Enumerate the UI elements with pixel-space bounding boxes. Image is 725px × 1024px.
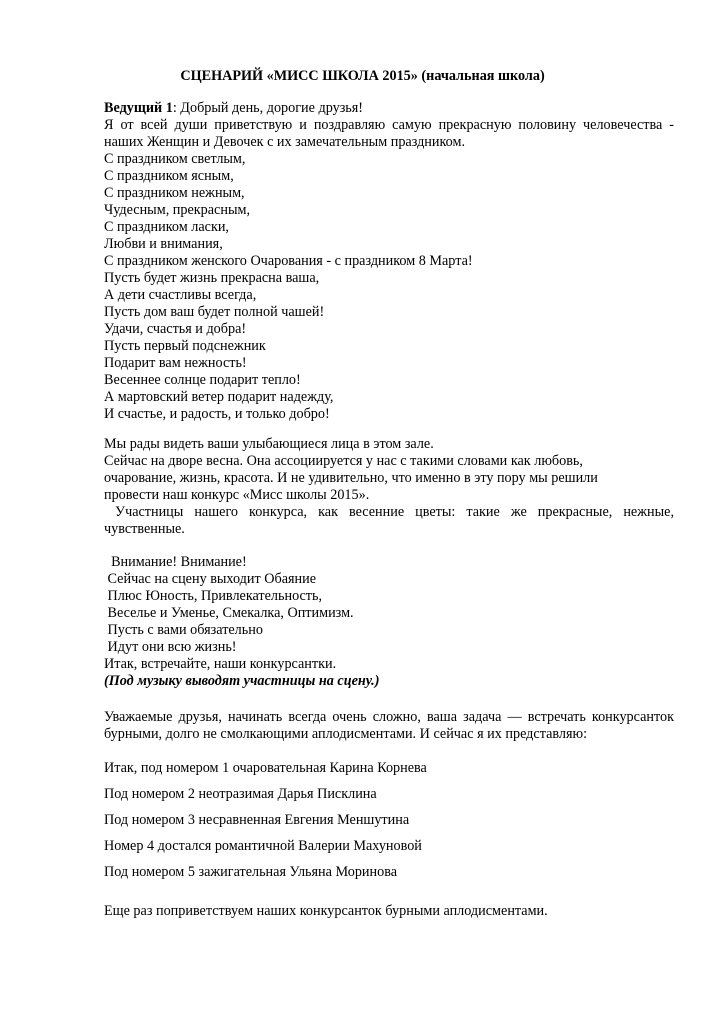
poem-1 bbox=[104, 151, 674, 423]
poem-1-line: Чудесным, прекрасным, bbox=[104, 202, 250, 218]
poem-1-line: Удачи, счастья и добра! bbox=[104, 321, 247, 337]
intro-line-2: наших Женщин и Девочек с их замечательным праздником. bbox=[104, 134, 465, 150]
paragraph-3-line-1: Участницы нашего конкурса, как весенние цветы: такие же прекрасные, нежные, bbox=[104, 504, 674, 520]
paragraph-4-line: бурными, долго не смолкающими аплодисментами. И сейчас я их представляю: bbox=[104, 726, 588, 742]
paragraph-2-line: очарование, жизнь, красота. И не удивительно, что именно в эту пору мы решили bbox=[104, 470, 598, 486]
closing-paragraph bbox=[104, 903, 674, 920]
poem-2-line: Пусть с вами обязательно bbox=[104, 622, 263, 638]
poem-1-line: С праздником ясным, bbox=[104, 168, 234, 184]
poem-1-line: Пусть дом ваш будет полной чашей! bbox=[104, 304, 325, 320]
contestant-item: Под номером 2 неотразимая Дарья Писклина bbox=[104, 786, 377, 802]
poem-1-line: Весеннее солнце подарит тепло! bbox=[104, 372, 301, 388]
speaker-label: Ведущий 1 bbox=[104, 100, 173, 116]
poem-1-line: И счастье, и радость, и только добро! bbox=[104, 406, 330, 422]
poem-2-line: Плюс Юность, Привлекательность, bbox=[104, 588, 323, 604]
poem-1-line: Подарит вам нежность! bbox=[104, 355, 247, 371]
paragraph-4 bbox=[104, 709, 674, 743]
greeting-text: : Добрый день, дорогие друзья! bbox=[172, 100, 364, 116]
contestant-item: Итак, под номером 1 очаровательная Карина Корнева bbox=[104, 760, 427, 776]
poem-1-line: С праздником ласки, bbox=[104, 219, 229, 235]
paragraph-4-line: Уважаемые друзья, начинать всегда очень сложно, ваша задача — встречать конкурсанток bbox=[104, 709, 674, 725]
intro-greeting-line bbox=[104, 100, 674, 117]
poem-1-line: Пусть первый подснежник bbox=[104, 338, 266, 354]
stage-direction: (Под музыку выводят участницы на сцену.) bbox=[104, 673, 380, 689]
poem-1-line: С праздником женского Очарования - с праздником 8 Марта! bbox=[104, 253, 473, 269]
contestant-list bbox=[104, 760, 674, 881]
poem-1-line: Пусть будет жизнь прекрасна ваша, bbox=[104, 270, 320, 286]
paragraph-2-line: Сейчас на дворе весна. Она ассоциируется у нас с такими словами как любовь, bbox=[104, 453, 583, 469]
poem-1-line: Любви и внимания, bbox=[104, 236, 223, 252]
intro-section bbox=[104, 100, 674, 151]
contestant-item: Номер 4 достался романтичной Валерии Махуновой bbox=[104, 838, 422, 854]
paragraph-3-line-2: чувственные. bbox=[104, 521, 185, 537]
meet-contestants-line: Итак, встречайте, наши конкурсантки. bbox=[104, 656, 337, 672]
contestant-item: Под номером 5 зажигательная Ульяна Моринова bbox=[104, 864, 398, 880]
poem-2-line: Внимание! Внимание! bbox=[104, 554, 247, 570]
paragraph-3 bbox=[104, 504, 674, 538]
contestant-item: Под номером 3 несравненная Евгения Меншутина bbox=[104, 812, 410, 828]
poem-2 bbox=[104, 554, 674, 690]
poem-2-line: Идут они всю жизнь! bbox=[104, 639, 237, 655]
poem-1-line: А мартовский ветер подарит надежду, bbox=[104, 389, 334, 405]
intro-line-1: Я от всей души приветствую и поздравляю самую прекрасную половину человечества - bbox=[104, 117, 674, 133]
page-title: СЦЕНАРИЙ «МИСС ШКОЛА 2015» (начальная школа) bbox=[180, 68, 545, 84]
paragraph-2 bbox=[104, 436, 674, 504]
poem-1-line: С праздником нежным, bbox=[104, 185, 245, 201]
closing-line: Еще раз поприветствуем наших конкурсанток бурными аплодисментами. bbox=[104, 903, 548, 919]
paragraph-2-line: провести наш конкурс «Мисс школы 2015». bbox=[104, 487, 370, 503]
poem-1-line: А дети счастливы всегда, bbox=[104, 287, 257, 303]
paragraph-2-line: Мы рады видеть ваши улыбающиеся лица в этом зале. bbox=[104, 436, 434, 452]
poem-2-line: Веселье и Уменье, Смекалка, Оптимизм. bbox=[104, 605, 354, 621]
poem-2-line: Сейчас на сцену выходит Обаяние bbox=[104, 571, 317, 587]
poem-1-line: С праздником светлым, bbox=[104, 151, 246, 167]
